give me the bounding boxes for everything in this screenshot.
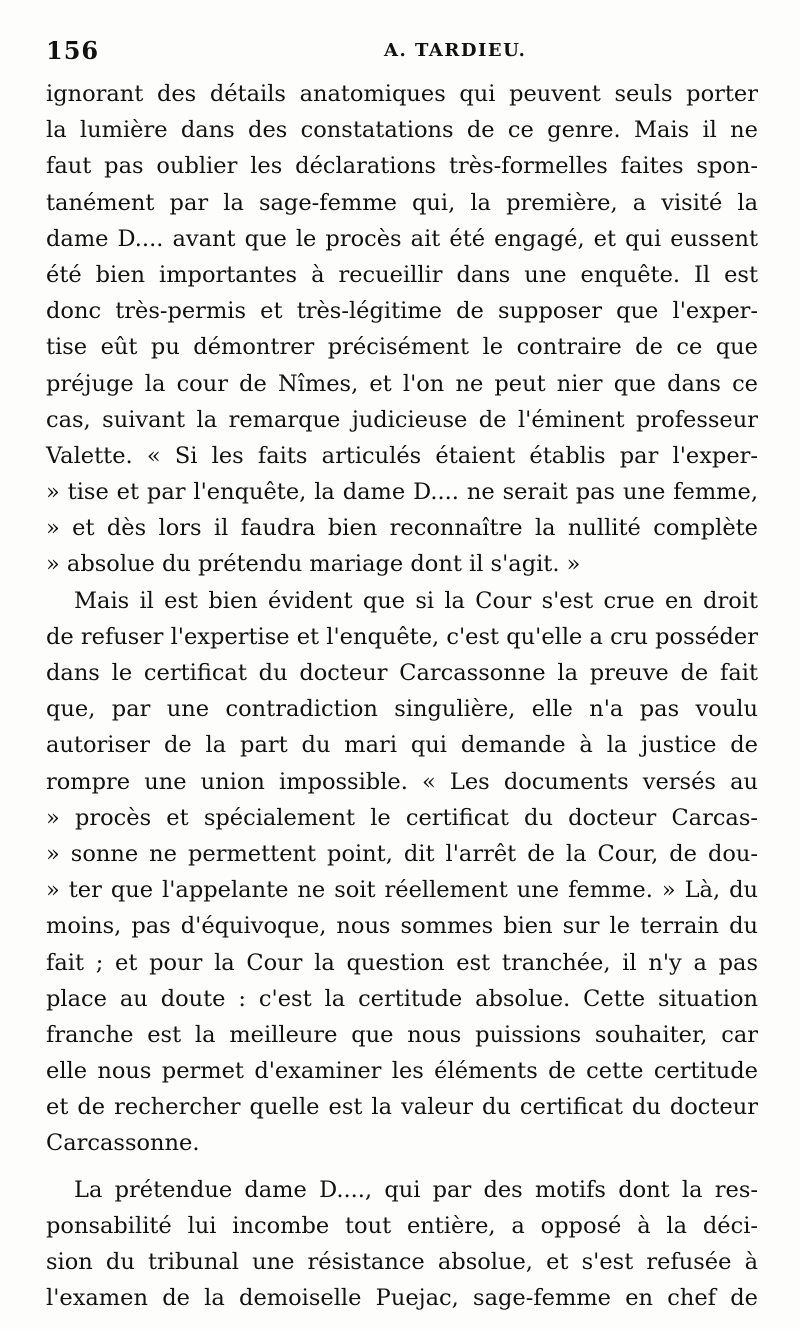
text-line: dame D.... avant que le procès ait été engagé, et qui eussent: [46, 225, 758, 252]
text-line: faut pas oublier les déclarations très-formelles faites spon-: [46, 153, 758, 180]
text-line: » absolue du prétendu mariage dont il s'agit. »: [46, 551, 581, 578]
text-line: la lumière dans des constatations de ce genre. Mais il ne: [46, 117, 758, 144]
text-line: » sonne ne permettent point, dit l'arrêt de la Cour, de dou-: [46, 840, 758, 867]
text-line: tanément par la sage-femme qui, la première, a visité la: [46, 189, 758, 216]
paragraph-1: [46, 76, 758, 583]
text-line: » et dès lors il faudra bien reconnaître la nullité complète: [46, 515, 758, 542]
text-line: » ter que l'appelante ne soit réellement une femme. » Là, du: [46, 877, 758, 904]
text-line: » tise et par l'enquête, la dame D.... ne serait pas une femme,: [46, 479, 758, 506]
running-head: A. TARDIEU.: [384, 40, 527, 61]
text-line: tise eût pu démontrer précisément le contraire de ce que: [46, 334, 758, 361]
text-line: Carcassonne.: [46, 1130, 200, 1157]
text-line: l'examen de la demoiselle Puejac, sage-femme en chef de: [46, 1285, 758, 1312]
paragraph-3: [46, 1172, 758, 1317]
text-line: ignorant des détails anatomiques qui peuvent seuls porter: [46, 81, 758, 107]
text-line: rompre une union impossible. « Les documents versés au: [46, 768, 758, 795]
text-line: place au doute : c'est la certitude absolue. Cette situation: [46, 985, 758, 1012]
text-line: et de rechercher quelle est la valeur du certificat du docteur: [46, 1094, 758, 1121]
paragraph-2: [46, 583, 758, 1162]
text-line: fait ; et pour la Cour la question est tranchée, il n'y a pas: [46, 949, 758, 976]
text-line: préjuge la cour de Nîmes, et l'on ne peut nier que dans ce: [46, 370, 758, 397]
text-line: franche est la meilleure que nous puissions souhaiter, car: [46, 1021, 758, 1048]
paragraph-spacer: [46, 1162, 758, 1172]
text-line: cas, suivant la remarque judicieuse de l'éminent professeur: [46, 406, 758, 433]
text-line: donc très-permis et très-légitime de supposer que l'exper-: [46, 298, 758, 325]
page-number: 156: [46, 36, 100, 65]
text-line: autoriser de la part du mari qui demande à la justice de: [46, 732, 758, 759]
text-line: » procès et spécialement le certificat du docteur Carcas-: [46, 804, 758, 831]
page-header: [46, 36, 760, 66]
text-line: été bien importantes à recueillir dans une enquête. Il est: [46, 261, 758, 288]
text-line: sion du tribunal une résistance absolue, et s'est refusée à: [46, 1249, 758, 1275]
text-line: La prétendue dame D...., qui par des motifs dont la res-: [74, 1176, 758, 1203]
text-line: que, par une contradiction singulière, elle n'a pas voulu: [46, 696, 758, 723]
text-line: ponsabilité lui incombe tout entière, a opposé à la déci-: [46, 1212, 758, 1239]
text-line: moins, pas d'équivoque, nous sommes bien sur le terrain du: [46, 913, 758, 940]
text-line: Valette. « Si les faits articulés étaient établis par l'exper-: [46, 442, 758, 469]
text-line: dans le certificat du docteur Carcassonne la preuve de fait: [46, 660, 758, 686]
text-line: de refuser l'expertise et l'enquête, c'est qu'elle a cru posséder: [46, 623, 758, 650]
body-text: [46, 76, 758, 1316]
text-line: Mais il est bien évident que si la Cour s'est crue en droit: [74, 587, 758, 614]
text-line: elle nous permet d'examiner les éléments de cette certitude: [46, 1058, 758, 1085]
